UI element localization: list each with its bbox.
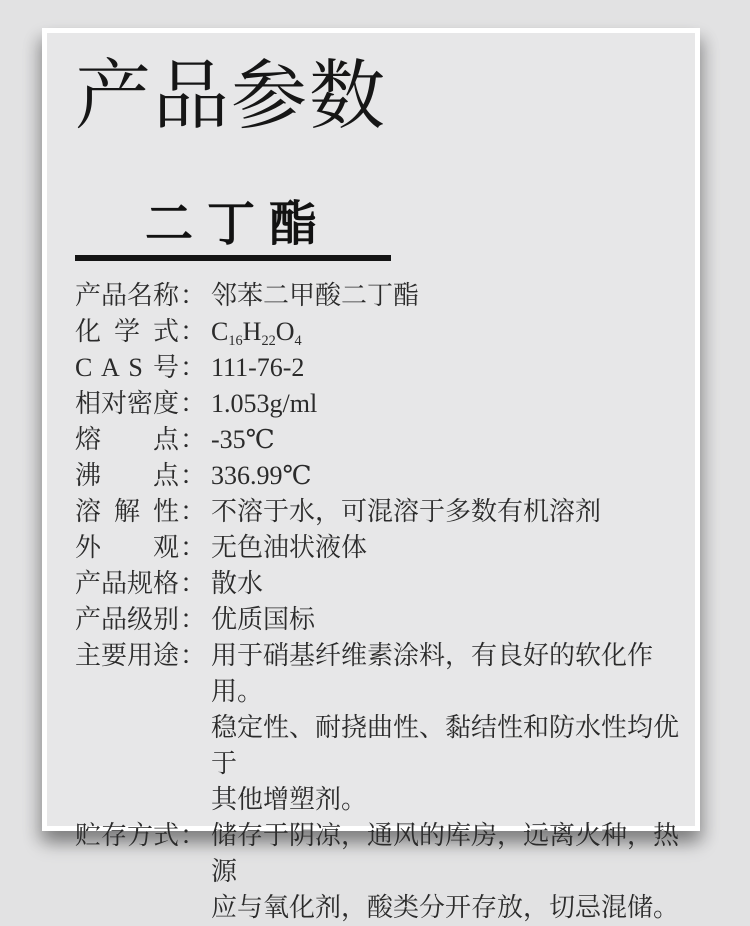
spec-row bbox=[75, 278, 683, 314]
formula-subscript: 22 bbox=[261, 333, 276, 349]
spec-value: 336.99℃ bbox=[211, 461, 312, 490]
subtitle-underline bbox=[75, 198, 391, 261]
spec-row bbox=[75, 530, 683, 566]
spec-value: 邻苯二甲酸二丁酯 bbox=[211, 281, 420, 310]
formula-subscript: 16 bbox=[228, 333, 243, 349]
spec-label: 贮存方式 bbox=[75, 821, 180, 850]
spec-colon: ： bbox=[180, 389, 207, 418]
spec-colon: ： bbox=[180, 605, 207, 634]
spec-value: 优质国标 bbox=[211, 605, 316, 634]
spec-value-line: 应与氧化剂，酸类分开存放，切忌混储。 bbox=[211, 893, 680, 922]
spec-colon: ： bbox=[180, 821, 207, 850]
spec-value: 1.053g/ml bbox=[211, 389, 318, 418]
spec-colon: ： bbox=[180, 425, 207, 454]
spec-value-line: 储存于阴凉，通风的库房，远离火种，热源 bbox=[211, 821, 680, 886]
spec-label: 相对密度 bbox=[75, 389, 180, 418]
spec-row bbox=[75, 422, 683, 458]
spec-value: 无色油状液体 bbox=[211, 533, 368, 562]
spec-colon: ： bbox=[180, 497, 207, 526]
spec-label: 沸 点 bbox=[75, 461, 179, 490]
spec-value-line: 稳定性、耐挠曲性、黏结性和防水性均优于 bbox=[211, 713, 680, 778]
spec-label: 化 学 式 bbox=[75, 317, 179, 346]
spec-colon: ： bbox=[180, 533, 207, 562]
formula-element: C bbox=[211, 317, 229, 346]
spec-row bbox=[75, 638, 683, 818]
spec-label: 主要用途 bbox=[75, 641, 180, 670]
spec-row bbox=[75, 818, 683, 926]
spec-colon: ： bbox=[180, 281, 207, 310]
spec-label: 溶 解 性 bbox=[75, 497, 179, 526]
spec-list bbox=[75, 278, 683, 926]
spec-label: 产品级别 bbox=[75, 605, 180, 634]
spec-colon: ： bbox=[180, 353, 207, 382]
spec-label: 外 观 bbox=[75, 533, 179, 562]
spec-colon: ： bbox=[180, 569, 207, 598]
spec-label: 熔 点 bbox=[75, 425, 179, 454]
spec-value: 不溶于水，可混溶于多数有机溶剂 bbox=[211, 497, 602, 526]
spec-row bbox=[75, 494, 683, 530]
spec-label: C A S 号 bbox=[75, 353, 179, 382]
spec-row bbox=[75, 314, 683, 350]
page-title: 产品参数 bbox=[75, 54, 387, 139]
spec-value bbox=[211, 818, 683, 926]
spec-value-line: 用于硝基纤维素涂料，有良好的软化作用。 bbox=[211, 641, 654, 706]
spec-row bbox=[75, 566, 683, 602]
spec-label: 产品名称 bbox=[75, 281, 180, 310]
spec-label: 产品规格 bbox=[75, 569, 180, 598]
spec-value: 散水 bbox=[211, 569, 264, 598]
formula-element: H bbox=[242, 317, 262, 346]
spec-colon: ： bbox=[180, 461, 207, 490]
spec-value: -35℃ bbox=[211, 425, 275, 454]
spec-colon: ： bbox=[180, 641, 207, 670]
spec-row bbox=[75, 386, 683, 422]
spec-value-line: 其他增塑剂。 bbox=[211, 785, 368, 814]
formula-subscript: 4 bbox=[294, 333, 302, 349]
spec-row bbox=[75, 602, 683, 638]
chemical-formula bbox=[211, 314, 683, 350]
formula-element: O bbox=[275, 317, 295, 346]
product-subtitle: 二丁酯 bbox=[144, 198, 331, 251]
spec-value: 111-76-2 bbox=[211, 353, 305, 382]
spec-row bbox=[75, 458, 683, 494]
spec-colon: ： bbox=[180, 317, 207, 346]
product-spec-card bbox=[42, 28, 700, 922]
spec-value bbox=[211, 638, 683, 818]
spec-row bbox=[75, 350, 683, 386]
